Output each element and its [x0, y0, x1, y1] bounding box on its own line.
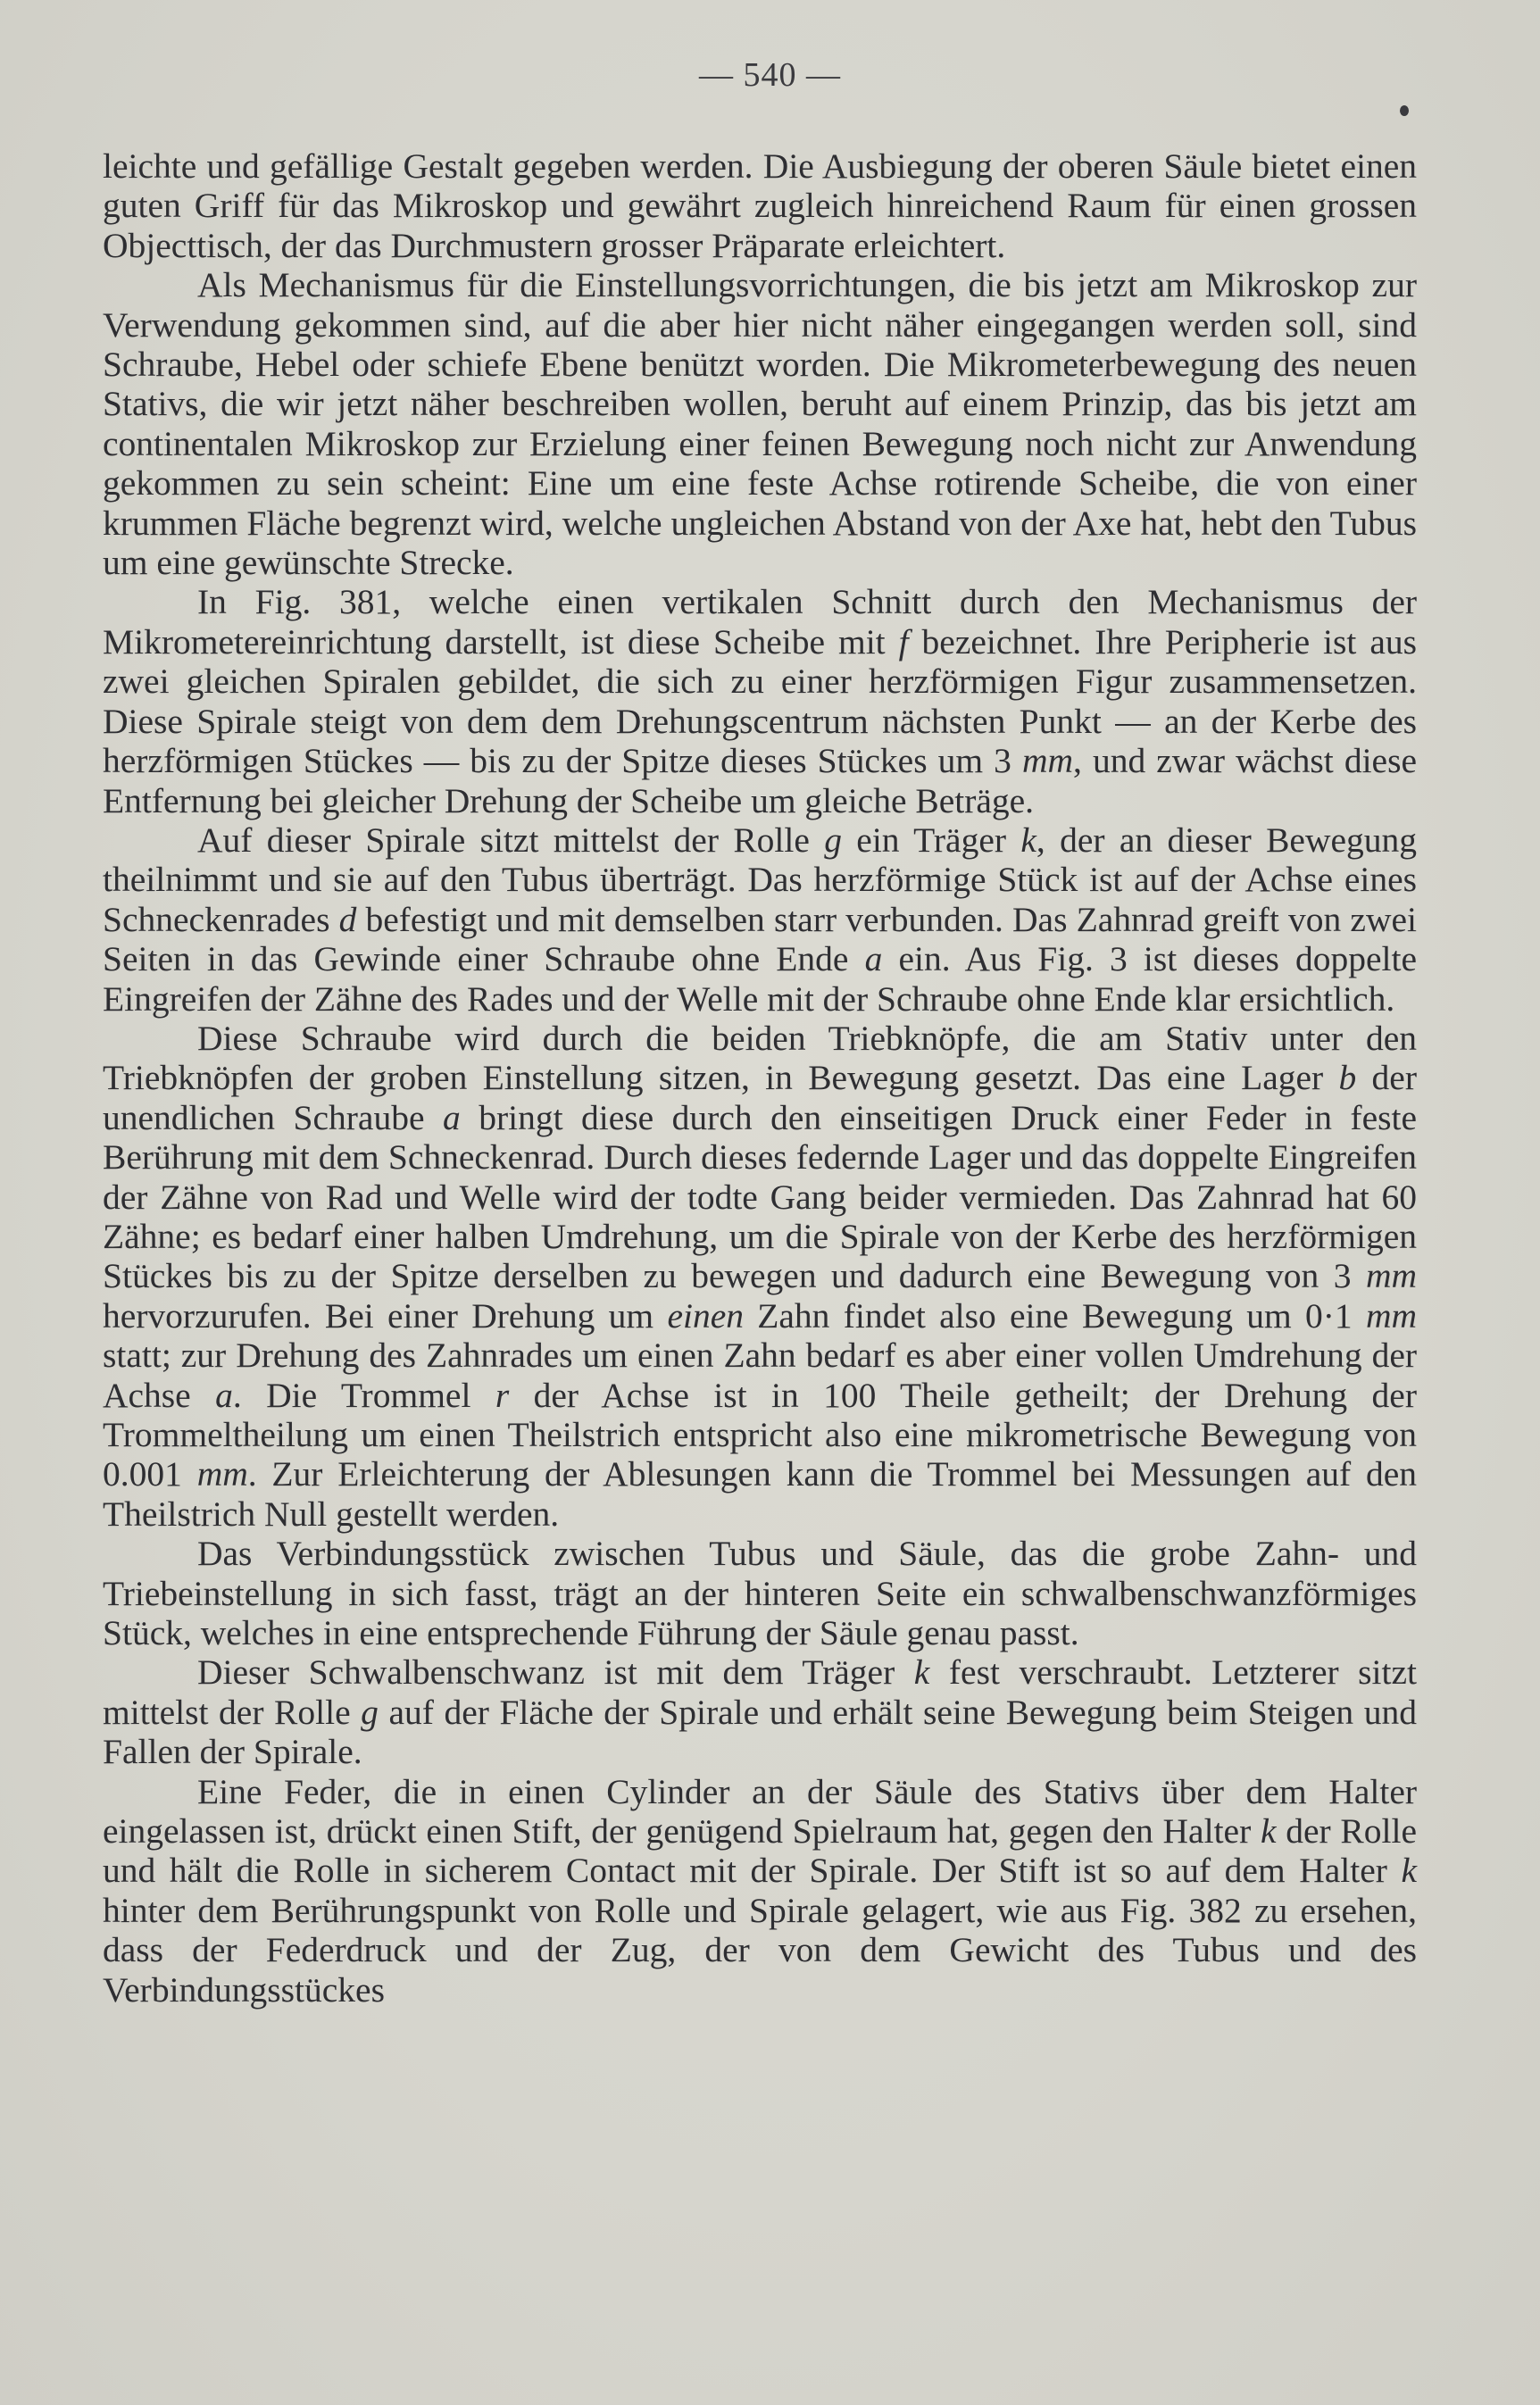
- text-run: bezeichnet. Ihre Peripherie ist aus zwei gleichen Spiralen gebildet, die sich zu einer herzförmigen Figur zusammensetzen. Diese Spirale steigt von dem dem Drehungscentrum nächsten Punkt — an der Kerbe des herzförmigen Stückes — bis zu der Spitze dieses Stückes um 3: [103, 621, 1417, 781]
- text-run: hinter dem Berührungspunkt von Rolle und Spirale gelagert, wie aus Fig. 382 zu ersehen, dass der Federdruck und der Zug, der von dem Gewicht des Tubus und des Verbindungsstückes: [103, 1890, 1417, 2010]
- text-run: der unendlichen Schraube: [103, 1058, 1417, 1137]
- paragraph: [103, 1019, 1417, 1534]
- paragraph: [103, 265, 1417, 582]
- paragraph: [103, 582, 1417, 820]
- text-run: leichte und gefällige Gestalt gegeben werden. Die Ausbiegung der oberen Säule bietet einen guten Griff für das Mikroskop und gewährt zugleich hinreichend Raum für einen grossen Objecttisch, der das Durchmustern grosser Präparate erleichtert.: [103, 146, 1417, 265]
- italic-text: b: [1338, 1058, 1357, 1098]
- italic-text: k: [1401, 1851, 1417, 1891]
- italic-text: mm: [1365, 1295, 1417, 1336]
- paragraph: [103, 820, 1417, 1019]
- ink-speck: [1400, 105, 1409, 116]
- paragraph: [103, 1772, 1417, 2010]
- text-run: hervorzurufen. Bei einer Drehung um: [103, 1295, 668, 1336]
- italic-text: a: [442, 1097, 461, 1137]
- text-run: ein Träger: [841, 820, 1021, 860]
- italic-text: f: [898, 621, 909, 662]
- text-run: statt; zur Drehung des Zahnrades um einen Zahn bedarf es aber einer vollen Umdrehung der Achse: [103, 1336, 1417, 1415]
- italic-text: a: [215, 1375, 233, 1415]
- text-run: , der an dieser Bewegung theilnimmt und sie auf den Tubus überträgt. Das herzförmige Stück ist auf der Achse eines Schneckenrades: [103, 820, 1418, 939]
- italic-text: mm: [196, 1454, 248, 1494]
- text-run: der Rolle und hält die Rolle in sicherem Contact mit der Spirale. Der Stift ist so auf dem Halter: [103, 1811, 1417, 1891]
- body-text: [103, 146, 1417, 2010]
- text-run: Zahn findet also eine Bewegung um 0·1: [743, 1295, 1366, 1336]
- italic-text: r: [495, 1375, 510, 1415]
- italic-text: g: [824, 820, 842, 860]
- italic-text: einen: [667, 1295, 744, 1336]
- text-run: der Achse ist in 100 Theile getheilt; der Drehung der Trommeltheilung um einen Theilstrich entspricht also eine mikrometrische Bewegung von 0.001: [103, 1375, 1417, 1494]
- text-run: Eine Feder, die in einen Cylinder an der Säule des Stativs über dem Halter eingelassen ist, drückt einen Stift, der genügend Spielraum hat, gegen den Halter: [103, 1771, 1417, 1852]
- text-run: befestigt und mit demselben starr verbunden. Das Zahnrad greift von zwei Seiten in das Gewinde einer Schraube ohne Ende: [103, 899, 1417, 979]
- italic-text: g: [361, 1692, 379, 1732]
- italic-text: mm: [1021, 741, 1074, 781]
- text-run: Auf dieser Spirale sitzt mittelst der Rolle: [197, 820, 825, 860]
- paragraph: [103, 1652, 1417, 1771]
- paragraph: [103, 1534, 1417, 1652]
- text-run: fest verschraubt. Letzterer sitzt mittelst der Rolle: [103, 1652, 1418, 1732]
- text-run: Als Mechanismus für die Einstellungsvorrichtungen, die bis jetzt am Mikroskop zur Verwendung gekommen sind, auf die aber hier nicht näher eingegangen werden soll, sind Schraube, Hebel oder schiefe Ebene benützt worden. Die Mikrometerbewegung des neuen Stativs, die wir jetzt näher beschreiben wollen, beruht auf einem Prinzip, das bis jetzt am continentalen Mikroskop zur Erzielung einer feinen Bewegung noch nicht zur Anwendung gekommen zu sein scheint: Eine um eine feste Achse rotirende Scheibe, die von einer krummen Fläche begrenzt wird, welche ungleichen Abstand von der Axe hat, hebt den Tubus um eine gewünschte Strecke.: [103, 265, 1417, 583]
- text-run: . Zur Erleichterung der Ablesungen kann die Trommel bei Messungen auf den Theilstrich Null gestellt werden.: [103, 1454, 1417, 1534]
- text-run: bringt diese durch den einseitigen Druck einer Feder in feste Berührung mit dem Schneckenrad. Durch dieses federnde Lager und das doppelte Eingreifen der Zähne von Rad und Welle wird der todte Gang beider vermieden. Das Zahnrad hat 60 Zähne; es bedarf einer halben Umdrehung, um die Spirale von der Kerbe des herzförmigen Stückes bis zu der Spitze derselben zu bewegen und dadurch eine Bewegung von 3: [103, 1097, 1417, 1296]
- text-run: In Fig. 381, welche einen vertikalen Schnitt durch den Mechanismus der Mikrometereinrichtung darstellt, ist diese Scheibe mit: [103, 582, 1417, 662]
- text-run: Das Verbindungsstück zwischen Tubus und Säule, das die grobe Zahn- und Triebeinstellung in sich fasst, trägt an der hinteren Seite ein schwalbenschwanzförmiges Stück, welches in eine entsprechende Führung der Säule genau passt.: [103, 1534, 1417, 1653]
- italic-text: mm: [1365, 1256, 1417, 1296]
- paragraph: [103, 146, 1417, 265]
- italic-text: d: [338, 899, 357, 939]
- italic-text: k: [1020, 820, 1036, 860]
- text-run: ein. Aus Fig. 3 ist dieses doppelte Eingreifen der Zähne des Rades und der Welle mit der Schraube ohne Ende klar ersichtlich.: [103, 939, 1417, 1019]
- italic-text: a: [864, 939, 883, 979]
- text-run: auf der Fläche der Spirale und erhält seine Bewegung beim Steigen und Fallen der Spirale.: [103, 1692, 1417, 1772]
- text-run: Dieser Schwalbenschwanz ist mit dem Träger: [197, 1652, 914, 1693]
- text-run: . Die Trommel: [232, 1375, 495, 1415]
- text-run: , und zwar wächst diese Entfernung bei gleicher Drehung der Scheibe um gleiche Beträge.: [103, 741, 1417, 820]
- text-run: Diese Schraube wird durch die beiden Triebknöpfe, die am Stativ unter den Triebknöpfen der groben Einstellung sitzen, in Bewegung gesetzt. Das eine Lager: [103, 1018, 1417, 1098]
- italic-text: k: [1260, 1811, 1277, 1852]
- italic-text: k: [913, 1652, 930, 1693]
- page-number: — 540 —: [699, 56, 841, 94]
